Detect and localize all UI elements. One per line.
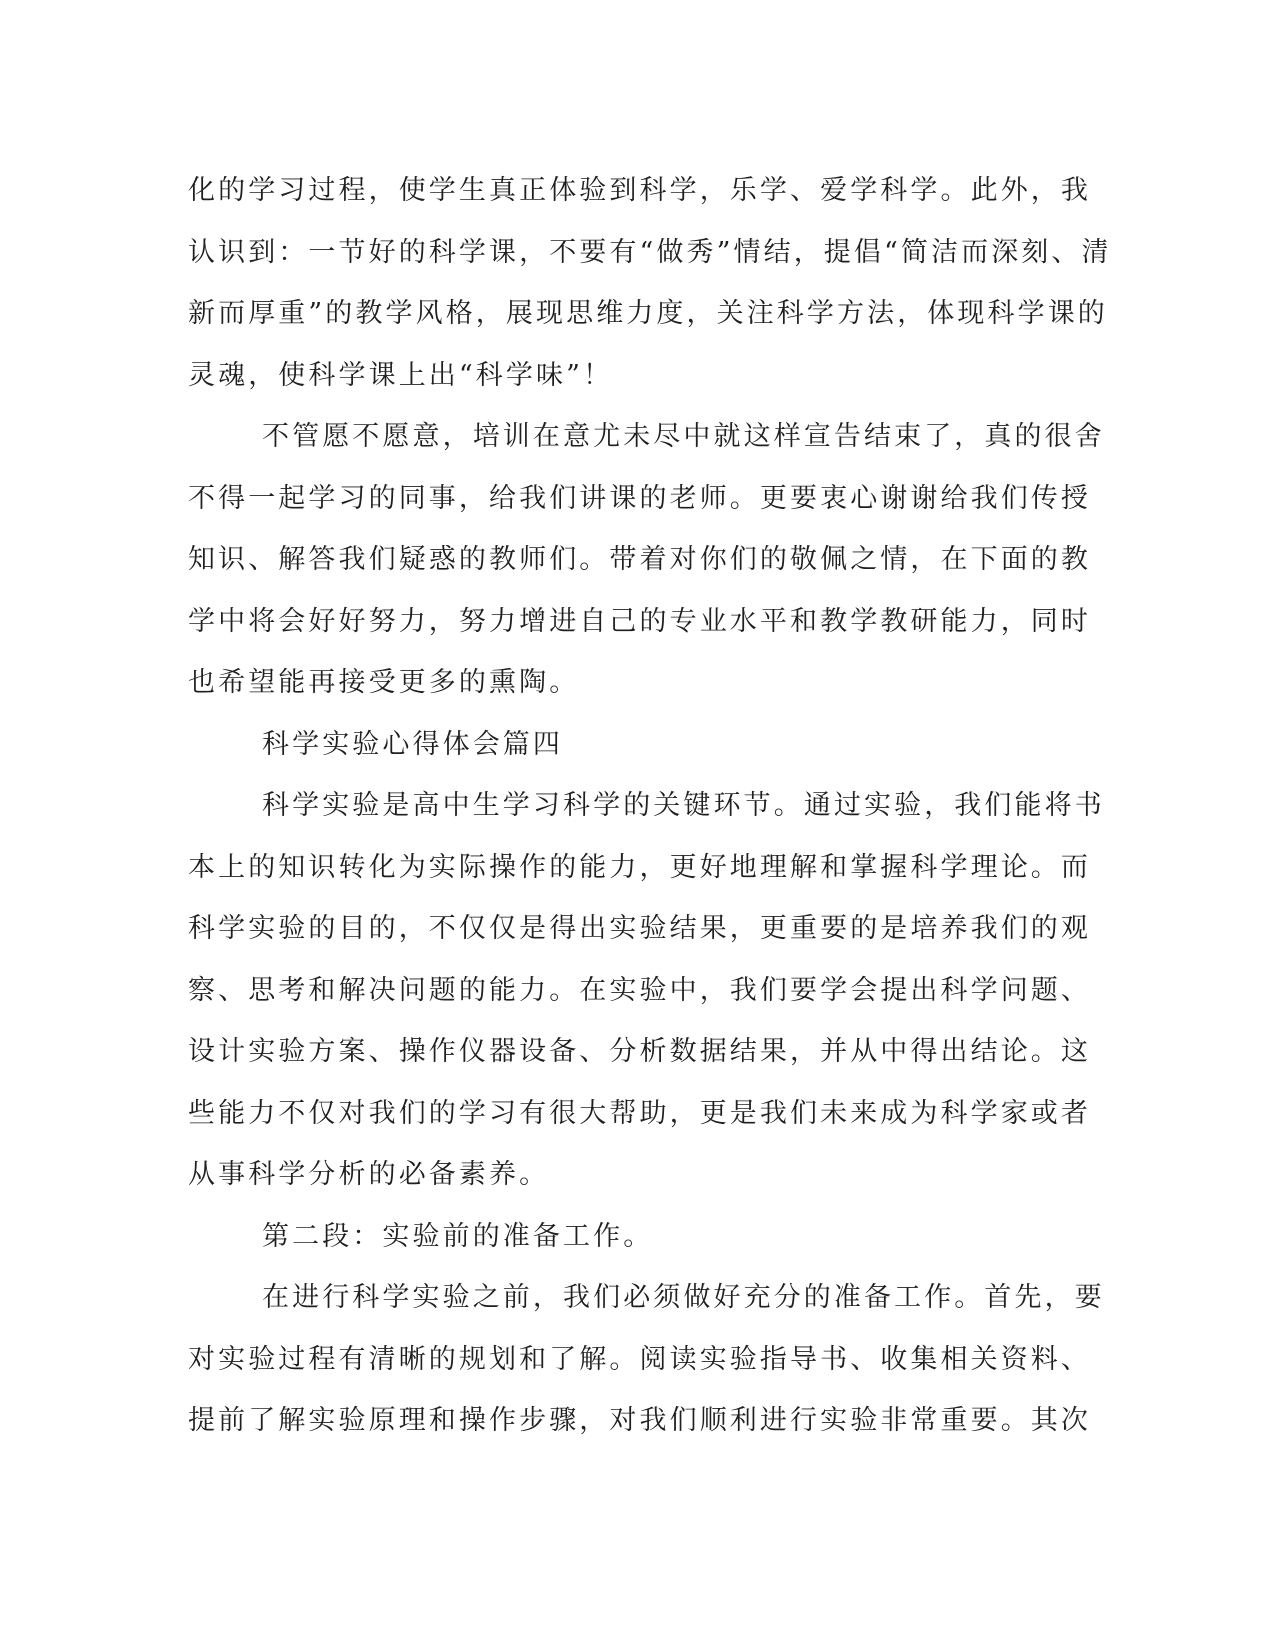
paragraph-start-line: 在进行科学实验之前，我们必须做好充分的准备工作。首先，要 [262, 1282, 1105, 1313]
text-line: 提前了解实验原理和操作步骤，对我们顺利进行实验非常重要。其次 [188, 1405, 1091, 1436]
text-line: 知识、解答我们疑惑的教师们。带着对你们的敬佩之情，在下面的教 [188, 544, 1091, 575]
text-line: 不得一起学习的同事，给我们讲课的老师。更要衷心谢谢给我们传授 [188, 482, 1091, 514]
text-line: 学中将会好好努力，努力增进自己的专业水平和教学教研能力，同时 [188, 605, 1091, 637]
text-line: 灵魂，使科学课上出“科学味”！ [188, 359, 614, 391]
text-line: 新而厚重”的教学风格，展现思维力度，关注科学方法，体现科学课的 [188, 298, 1108, 329]
paragraph-start-line: 不管愿不愿意，培训在意尤未尽中就这样宣告结束了，真的很舍 [262, 421, 1105, 452]
section-heading: 科学实验心得体会篇四 [262, 728, 563, 760]
text-line: 化的学习过程，使学生真正体验到科学，乐学、爱学科学。此外，我 [188, 175, 1091, 206]
text-line: 本上的知识转化为实际操作的能力，更好地理解和掌握科学理论。而 [188, 851, 1091, 883]
subsection-heading: 第二段：实验前的准备工作。 [262, 1220, 654, 1252]
text-line: 从事科学分析的必备素养。 [188, 1159, 550, 1190]
text-line: 认识到：一节好的科学课，不要有“做秀”情结，提倡“简洁而深刻、清 [188, 236, 1112, 268]
document-body [188, 160, 1112, 1452]
text-line: 些能力不仅对我们的学习有很大帮助，更是我们未来成为科学家或者 [188, 1097, 1091, 1129]
text-line: 科学实验的目的，不仅仅是得出实验结果，更重要的是培养我们的观 [188, 913, 1091, 944]
text-line: 察、思考和解决问题的能力。在实验中，我们要学会提出科学问题、 [188, 974, 1091, 1006]
paragraph-start-line: 科学实验是高中生学习科学的关键环节。通过实验，我们能将书 [262, 790, 1105, 821]
text-line: 设计实验方案、操作仪器设备、分析数据结果，并从中得出结论。这 [188, 1036, 1091, 1067]
text-line: 也希望能再接受更多的熏陶。 [188, 667, 580, 698]
text-line: 对实验过程有清晰的规划和了解。阅读实验指导书、收集相关资料、 [188, 1343, 1091, 1375]
